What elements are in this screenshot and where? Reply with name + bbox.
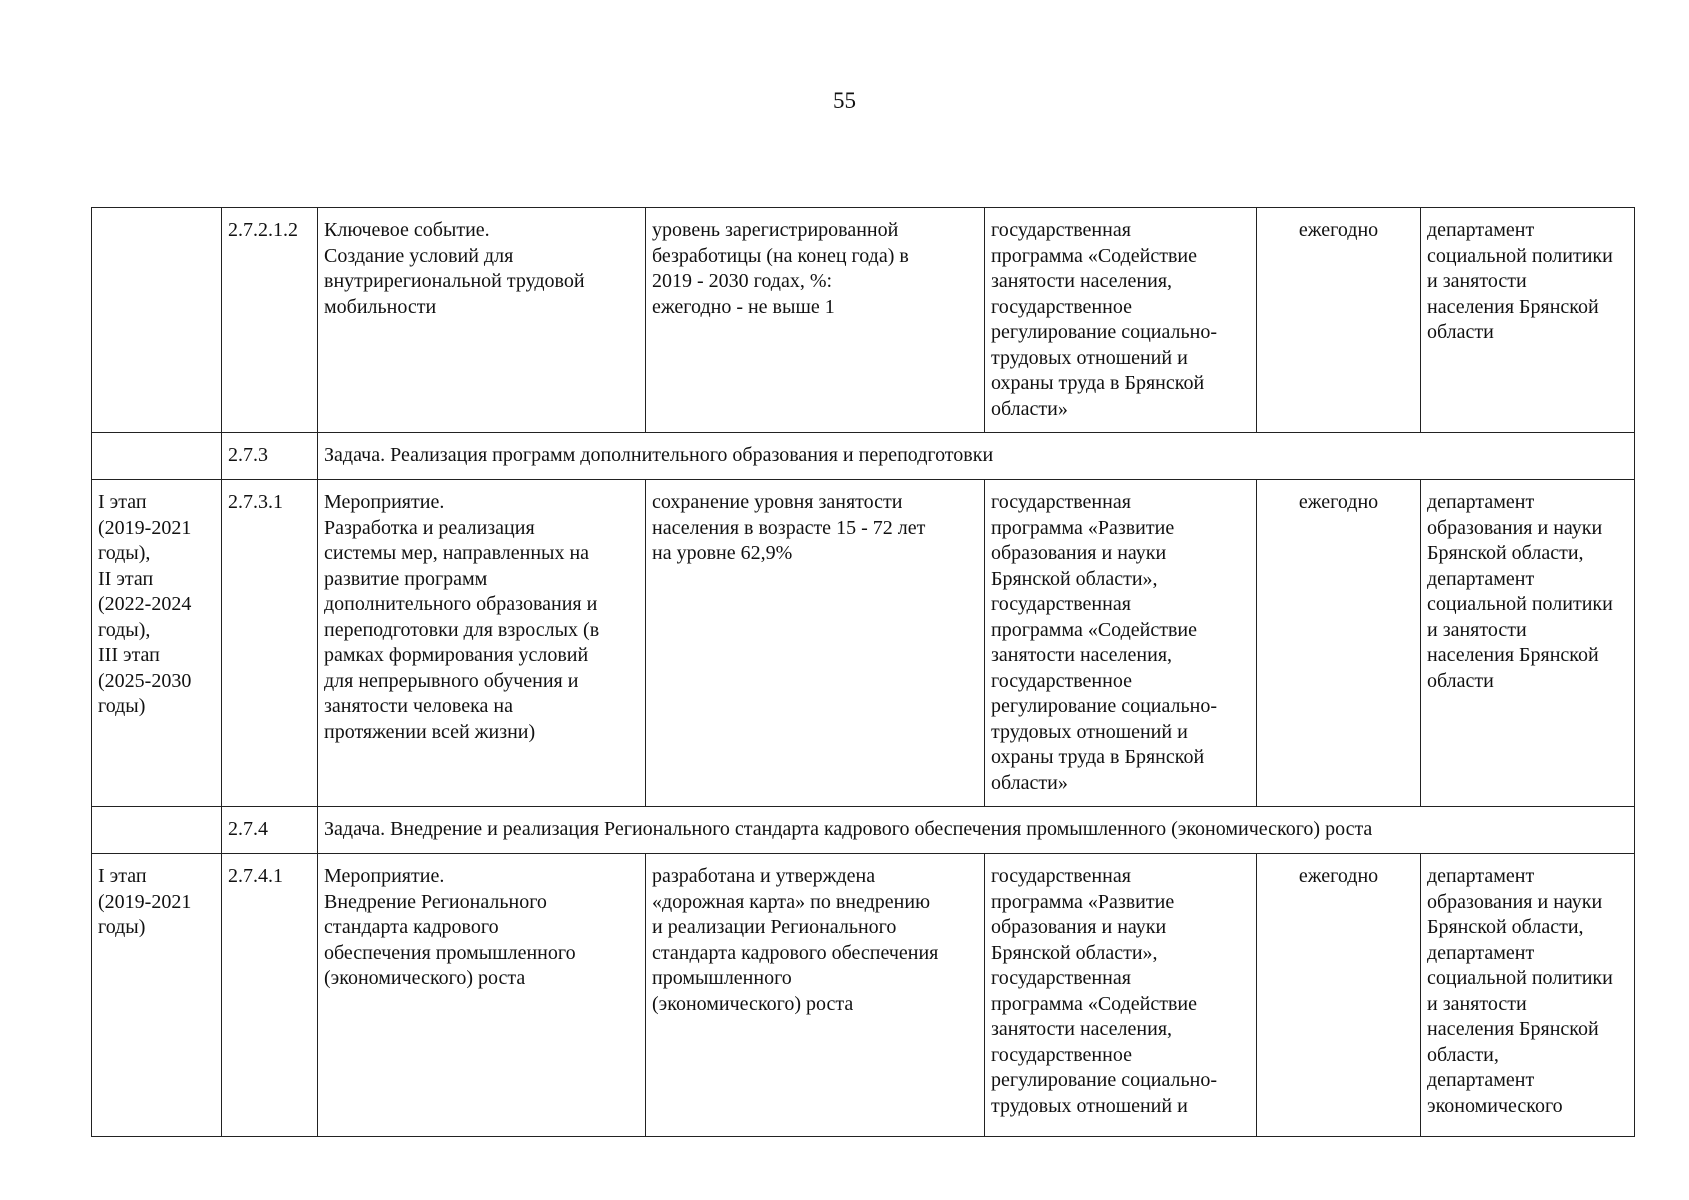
program-line: образования и науки bbox=[991, 916, 1167, 938]
event-line: Мероприятие. bbox=[324, 865, 445, 887]
program-line: занятости населения, bbox=[991, 270, 1173, 292]
program-line: трудовых отношений и bbox=[991, 346, 1188, 369]
event-line: стандарта кадрового bbox=[324, 916, 499, 938]
program-line: государственная bbox=[991, 491, 1131, 513]
event-line: рамках формирования условий bbox=[324, 644, 589, 666]
indicator-line: уровень зарегистрированной bbox=[652, 219, 899, 241]
indicator-cell bbox=[646, 208, 985, 433]
responsible-line: департамент bbox=[1427, 865, 1535, 887]
responsible-line: образования и науки bbox=[1427, 890, 1603, 913]
program-line: образования и науки bbox=[991, 542, 1167, 564]
responsible-line: области bbox=[1427, 669, 1494, 692]
program-line: государственное bbox=[991, 295, 1132, 318]
stage-line: I этап bbox=[98, 865, 147, 887]
responsible-line: и занятости bbox=[1427, 618, 1527, 641]
stage-cell bbox=[92, 433, 222, 480]
responsible-line: социальной политики bbox=[1427, 593, 1613, 615]
program-cell bbox=[985, 208, 1257, 433]
responsible-line: департамент bbox=[1427, 491, 1535, 513]
program-line: программа «Развитие bbox=[991, 516, 1175, 539]
event-line: внутрирегиональной трудовой bbox=[324, 270, 585, 292]
responsible-line: населения Брянской bbox=[1427, 295, 1599, 318]
period-cell: ежегодно bbox=[1257, 208, 1421, 433]
responsible-line: экономического bbox=[1427, 1094, 1563, 1117]
stage-line: годы), bbox=[98, 542, 151, 564]
event-line: развитие программ bbox=[324, 567, 488, 590]
event-line: занятости человека на bbox=[324, 695, 513, 717]
responsible-line: области, bbox=[1427, 1043, 1499, 1066]
stage-line: (2022-2024 bbox=[98, 593, 192, 615]
program-line: области» bbox=[991, 397, 1068, 420]
program-line: государственная bbox=[991, 593, 1131, 615]
stage-line: I этап bbox=[98, 491, 147, 513]
item-number: 2.7.4.1 bbox=[222, 854, 318, 1137]
responsible-line: области bbox=[1427, 321, 1494, 343]
stage-line: годы), bbox=[98, 618, 151, 641]
program-line: трудовых отношений и bbox=[991, 720, 1188, 743]
stage-line: (2019-2021 bbox=[98, 890, 192, 913]
event-line: (экономического) роста bbox=[324, 967, 526, 989]
indicator-line: промышленного bbox=[652, 967, 792, 989]
indicator-line: ежегодно - не выше 1 bbox=[652, 295, 835, 318]
indicator-cell bbox=[646, 480, 985, 807]
program-line: Брянской области», bbox=[991, 941, 1158, 964]
stage-cell bbox=[92, 807, 222, 854]
stage-cell bbox=[92, 208, 222, 433]
event-cell bbox=[318, 208, 646, 433]
event-line: Разработка и реализация bbox=[324, 516, 535, 539]
stage-line: годы) bbox=[98, 916, 146, 938]
event-line: протяжении всей жизни) bbox=[324, 720, 536, 743]
measures-table bbox=[91, 207, 1635, 1137]
program-line: Брянской области», bbox=[991, 567, 1158, 590]
program-line: охраны труда в Брянской bbox=[991, 372, 1205, 394]
event-cell bbox=[318, 480, 646, 807]
task-number: 2.7.4 bbox=[222, 807, 318, 854]
program-line: регулирование социально- bbox=[991, 321, 1218, 343]
program-line: программа «Развитие bbox=[991, 890, 1175, 913]
indicator-line: населения в возрасте 15 - 72 лет bbox=[652, 516, 926, 539]
indicator-cell bbox=[646, 854, 985, 1137]
responsible-line: департамент bbox=[1427, 219, 1535, 241]
page-number: 55 bbox=[833, 88, 856, 113]
event-line: системы мер, направленных на bbox=[324, 542, 590, 564]
responsible-line: Брянской области, bbox=[1427, 542, 1584, 564]
responsible-line: образования и науки bbox=[1427, 516, 1603, 539]
responsible-line: департамент bbox=[1427, 941, 1535, 964]
program-line: государственное bbox=[991, 669, 1132, 692]
responsible-cell bbox=[1421, 854, 1635, 1137]
indicator-line: и реализации Регионального bbox=[652, 916, 897, 938]
program-line: программа «Содействие bbox=[991, 992, 1197, 1015]
period-cell: ежегодно bbox=[1257, 854, 1421, 1137]
indicator-line: стандарта кадрового обеспечения bbox=[652, 941, 939, 964]
stage-cell bbox=[92, 854, 222, 1137]
responsible-line: Брянской области, bbox=[1427, 916, 1584, 938]
responsible-line: социальной политики bbox=[1427, 244, 1613, 267]
program-line: программа «Содействие bbox=[991, 244, 1197, 267]
program-line: регулирование социально- bbox=[991, 1069, 1218, 1091]
responsible-line: департамент bbox=[1427, 1069, 1535, 1091]
stage-line: II этап bbox=[98, 567, 154, 590]
responsible-line: и занятости bbox=[1427, 270, 1527, 292]
program-line: государственная bbox=[991, 865, 1131, 887]
program-line: государственное bbox=[991, 1043, 1132, 1066]
stage-line: III этап bbox=[98, 644, 160, 666]
stage-line: годы) bbox=[98, 695, 146, 717]
event-line: обеспечения промышленного bbox=[324, 941, 576, 964]
event-cell bbox=[318, 854, 646, 1137]
event-line: мобильности bbox=[324, 295, 437, 318]
event-line: Внедрение Регионального bbox=[324, 890, 547, 913]
event-line: дополнительного образования и bbox=[324, 593, 598, 615]
responsible-cell bbox=[1421, 480, 1635, 807]
item-number: 2.7.2.1.2 bbox=[222, 208, 318, 433]
indicator-line: безработицы (на конец года) в bbox=[652, 244, 909, 267]
program-line: государственная bbox=[991, 967, 1131, 989]
task-row bbox=[92, 807, 1635, 854]
program-line: занятости населения, bbox=[991, 1018, 1173, 1040]
indicator-line: на уровне 62,9% bbox=[652, 542, 793, 564]
program-line: трудовых отношений и bbox=[991, 1094, 1188, 1117]
table-row bbox=[92, 480, 1635, 807]
event-line: Мероприятие. bbox=[324, 491, 445, 513]
program-line: охраны труда в Брянской bbox=[991, 746, 1205, 768]
event-line: Создание условий для bbox=[324, 244, 514, 267]
task-title bbox=[318, 807, 1635, 854]
program-line: области» bbox=[991, 771, 1068, 794]
task-title bbox=[318, 433, 1635, 480]
program-cell bbox=[985, 854, 1257, 1137]
task-number: 2.7.3 bbox=[222, 433, 318, 480]
program-cell bbox=[985, 480, 1257, 807]
event-line: переподготовки для взрослых (в bbox=[324, 618, 600, 641]
item-number: 2.7.3.1 bbox=[222, 480, 318, 807]
indicator-line: 2019 - 2030 годах, %: bbox=[652, 270, 833, 292]
task-text: Задача. Внедрение и реализация Регионального стандарта кадрового обеспечения промышленного (экономического) роста bbox=[324, 818, 1373, 840]
stage-cell bbox=[92, 480, 222, 807]
task-row bbox=[92, 433, 1635, 480]
responsible-line: населения Брянской bbox=[1427, 644, 1599, 666]
program-line: государственная bbox=[991, 219, 1131, 241]
program-line: занятости населения, bbox=[991, 644, 1173, 666]
responsible-cell bbox=[1421, 208, 1635, 433]
indicator-line: сохранение уровня занятости bbox=[652, 491, 903, 513]
responsible-line: и занятости bbox=[1427, 992, 1527, 1015]
table-row bbox=[92, 208, 1635, 433]
responsible-line: населения Брянской bbox=[1427, 1018, 1599, 1040]
program-line: программа «Содействие bbox=[991, 618, 1197, 641]
indicator-line: «дорожная карта» по внедрению bbox=[652, 890, 931, 913]
task-text: Задача. Реализация программ дополнительного образования и переподготовки bbox=[324, 444, 994, 466]
period-cell: ежегодно bbox=[1257, 480, 1421, 807]
stage-line: (2025-2030 bbox=[98, 669, 192, 692]
responsible-line: департамент bbox=[1427, 567, 1535, 590]
indicator-line: разработана и утверждена bbox=[652, 865, 876, 887]
table-row bbox=[92, 854, 1635, 1137]
event-line: для непрерывного обучения и bbox=[324, 669, 579, 692]
indicator-line: (экономического) роста bbox=[652, 992, 854, 1015]
event-line: Ключевое событие. bbox=[324, 219, 490, 241]
responsible-line: социальной политики bbox=[1427, 967, 1613, 989]
stage-line: (2019-2021 bbox=[98, 516, 192, 539]
program-line: регулирование социально- bbox=[991, 695, 1218, 717]
